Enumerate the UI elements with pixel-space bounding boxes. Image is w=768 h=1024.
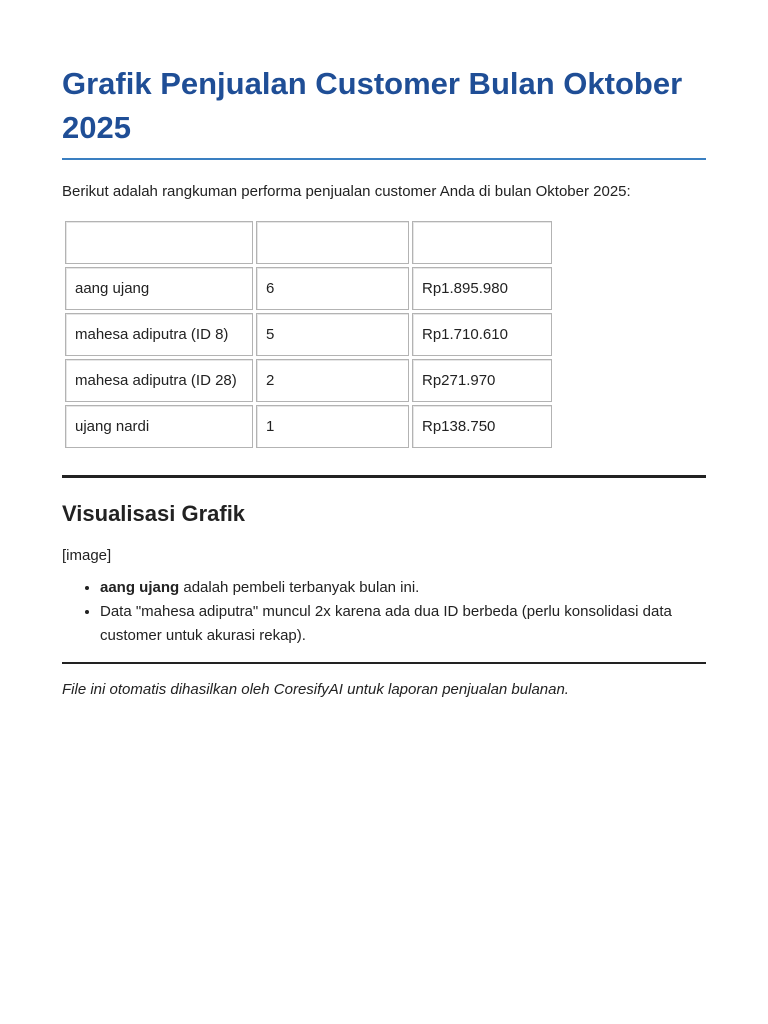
sales-total-cell: Rp138.750 bbox=[412, 405, 552, 448]
sales-table bbox=[62, 218, 555, 451]
table-row bbox=[65, 359, 552, 402]
intro-text: Berikut adalah rangkuman performa penjualan customer Anda di bulan Oktober 2025: bbox=[62, 183, 631, 200]
customer-name-cell: mahesa adiputra (ID 28) bbox=[65, 359, 253, 402]
order-count-cell: 6 bbox=[256, 267, 409, 310]
list-item bbox=[100, 600, 706, 648]
footer-divider bbox=[62, 662, 706, 664]
table-row bbox=[65, 405, 552, 448]
bullet-text: Data "mahesa adiputra" muncul 2x karena ada dua ID berbeda (perlu konsolidasi data customer untuk akurasi rekap). bbox=[100, 603, 672, 644]
notes-list bbox=[62, 576, 706, 648]
table-row bbox=[65, 267, 552, 310]
page-title: Grafik Penjualan Customer Bulan Oktober 2025 bbox=[62, 62, 706, 160]
order-count-cell: 1 bbox=[256, 405, 409, 448]
list-item bbox=[100, 576, 706, 600]
customer-name-cell: ujang nardi bbox=[65, 405, 253, 448]
footer-note: File ini otomatis dihasilkan oleh CoresifyAI untuk laporan penjualan bulanan. bbox=[62, 681, 569, 698]
section-divider bbox=[62, 475, 706, 478]
order-count-cell: 5 bbox=[256, 313, 409, 356]
table-header-cell bbox=[65, 221, 253, 264]
bullet-bold-text: aang ujang bbox=[100, 579, 180, 596]
bullet-text: adalah pembeli terbanyak bulan ini. bbox=[179, 579, 420, 596]
table-row bbox=[65, 313, 552, 356]
section-title: Visualisasi Grafik bbox=[62, 501, 246, 526]
customer-name-cell: aang ujang bbox=[65, 267, 253, 310]
image-placeholder: [image] bbox=[62, 547, 112, 564]
table-header-row bbox=[65, 221, 552, 264]
sales-total-cell: Rp1.895.980 bbox=[412, 267, 552, 310]
sales-total-cell: Rp1.710.610 bbox=[412, 313, 552, 356]
customer-name-cell: mahesa adiputra (ID 8) bbox=[65, 313, 253, 356]
table-header-cell bbox=[412, 221, 552, 264]
order-count-cell: 2 bbox=[256, 359, 409, 402]
table-header-cell bbox=[256, 221, 409, 264]
sales-total-cell: Rp271.970 bbox=[412, 359, 552, 402]
